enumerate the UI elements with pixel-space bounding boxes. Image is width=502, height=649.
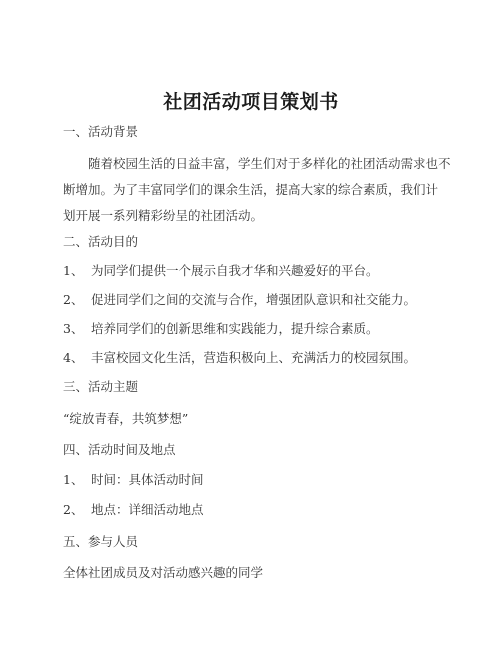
time-item-number: 2、 xyxy=(63,502,84,517)
purpose-item xyxy=(63,320,379,338)
purpose-item-number: 4、 xyxy=(63,350,84,365)
time-item xyxy=(63,471,204,489)
theme-text: “绽放青春，共筑梦想” xyxy=(63,411,189,426)
purpose-item-text: 为同学们提供一个展示自我才华和兴趣爱好的平台。 xyxy=(91,263,379,278)
purpose-item-text: 培养同学们的创新思维和实践能力，提升综合素质。 xyxy=(91,321,379,336)
participants-text: 全体社团成员及对活动感兴趣的同学 xyxy=(63,565,264,580)
section-heading-participants: 五、参与人员 xyxy=(63,534,139,549)
purpose-item xyxy=(63,291,416,309)
time-item-text: 地点：详细活动地点 xyxy=(91,502,204,517)
section-heading-theme: 三、活动主题 xyxy=(63,379,139,394)
purpose-item-number: 3、 xyxy=(63,321,84,336)
purpose-item xyxy=(63,262,379,280)
document-title: 社团活动项目策划书 xyxy=(163,91,339,113)
time-item xyxy=(63,501,204,519)
background-line: 随着校园生活的日益丰富，学生们对于多样化的社团活动需求也不 xyxy=(88,156,451,171)
background-paragraph xyxy=(63,151,451,229)
purpose-item-number: 1、 xyxy=(63,263,84,278)
section-heading-purpose: 二、活动目的 xyxy=(63,234,139,249)
purpose-item-text: 丰富校园文化生活，营造积极向上、充满活力的校园氛围。 xyxy=(91,350,417,365)
background-line: 断增加。为了丰富同学们的课余生活，提高大家的综合素质，我们计 xyxy=(63,182,439,197)
purpose-item-number: 2、 xyxy=(63,292,84,307)
purpose-item xyxy=(63,349,416,367)
time-item-text: 时间：具体活动时间 xyxy=(91,472,204,487)
background-line: 划开展一系列精彩纷呈的社团活动。 xyxy=(63,208,264,223)
section-heading-background: 一、活动背景 xyxy=(63,124,139,139)
purpose-item-text: 促进同学们之间的交流与合作，增强团队意识和社交能力。 xyxy=(91,292,417,307)
section-heading-time: 四、活动时间及地点 xyxy=(63,442,176,457)
time-item-number: 1、 xyxy=(63,472,84,487)
